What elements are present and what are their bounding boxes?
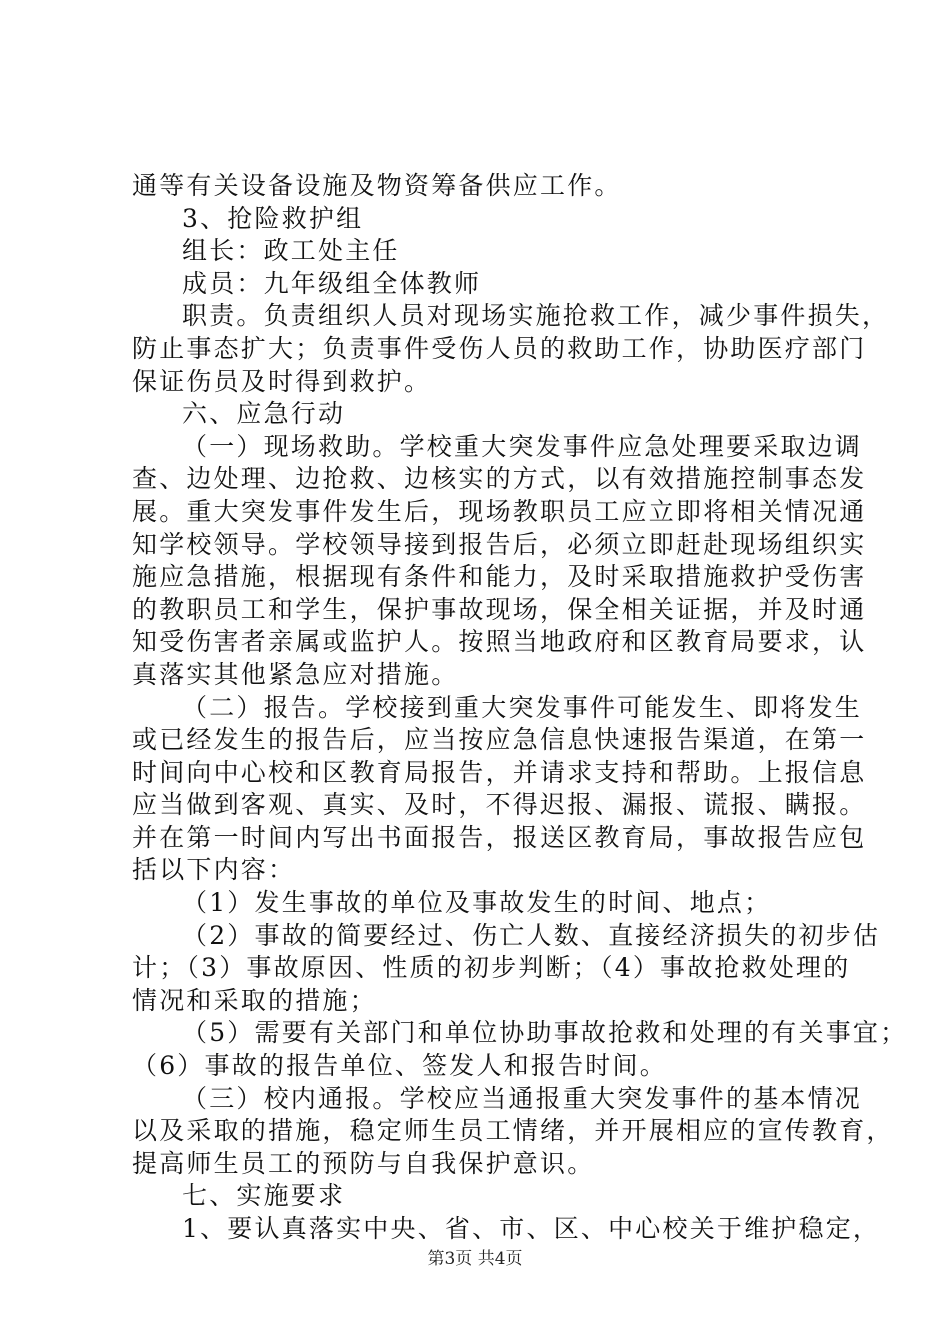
text-line: 通等有关设备设施及物资筹备供应工作。: [132, 171, 622, 200]
text-line: 或已经发生的报告后，应当按应急信息快速报告渠道，在第一: [132, 725, 867, 755]
document-body: [132, 170, 908, 1246]
text-line: 保证伤员及时得到救护。: [132, 366, 432, 396]
text-line: 真落实其他紧急应对措施。: [132, 659, 459, 689]
page-number-footer: 第3页 共4页: [427, 1249, 523, 1269]
section-heading: 七、实施要求: [182, 1181, 346, 1211]
text-line: （三）校内通报。学校应当通报重大突发事件的基本情况: [182, 1083, 863, 1113]
section-heading: 3、抢险救护组: [182, 203, 364, 233]
list-item: （1）发生事故的单位及事故发生的时间、地点；: [182, 888, 772, 918]
text-line: 施应急措施，根据现有条件和能力，及时采取措施救护受伤害: [132, 562, 867, 592]
text-line: 的教职员工和学生，保护事故现场，保全相关证据，并及时通: [132, 594, 867, 624]
text-line: 应当做到客观、真实、及时，不得迟报、漏报、谎报、瞒报。: [132, 790, 867, 820]
text-line: 并在第一时间内写出书面报告，报送区教育局，事故报告应包: [132, 822, 867, 852]
text-line: 时间向中心校和区教育局报告，并请求支持和帮助。上报信息: [132, 757, 867, 787]
text-line: 情况和采取的措施；: [132, 985, 377, 1015]
text-line: 以及采取的措施，稳定师生员工情绪，并开展相应的宣传教育，: [132, 1116, 894, 1146]
text-line: 知受伤害者亲属或监护人。按照当地政府和区教育局要求，认: [132, 627, 867, 657]
text-line: 提高师生员工的预防与自我保护意识。: [132, 1148, 595, 1178]
text-line: （一）现场救助。学校重大突发事件应急处理要采取边调: [182, 431, 863, 461]
text-line: 计；（3）事故原因、性质的初步判断；（4）事故抢救处理的: [132, 953, 851, 983]
list-item: （2）事故的简要经过、伤亡人数、直接经济损失的初步估: [182, 920, 881, 950]
text-line: 成员：九年级组全体教师: [182, 268, 482, 298]
text-line: 1、要认真落实中央、省、市、区、中心校关于维护稳定，: [182, 1214, 881, 1243]
text-line: 组长：政工处主任: [182, 236, 400, 266]
text-line: （二）报告。学校接到重大突发事件可能发生、即将发生: [182, 692, 863, 722]
text-line: 职责。负责组织人员对现场实施抢救工作，减少事件损失，: [182, 301, 890, 331]
text-line: 展。重大突发事件发生后，现场教职员工应立即将相关情况通: [132, 496, 867, 526]
section-heading: 六、应急行动: [182, 399, 346, 429]
text-line: 查、边处理、边抢救、边核实的方式，以有效措施控制事态发: [132, 464, 867, 494]
text-line: 防止事态扩大；负责事件受伤人员的救助工作，协助医疗部门: [132, 333, 867, 363]
text-line: 知学校领导。学校领导接到报告后，必须立即赶赴现场组织实: [132, 529, 867, 559]
text-line: 括以下内容：: [132, 855, 296, 885]
list-item: （5）需要有关部门和单位协助事故抢救和处理的有关事宜；: [182, 1018, 908, 1048]
list-item: （6）事故的报告单位、签发人和报告时间。: [132, 1051, 667, 1081]
